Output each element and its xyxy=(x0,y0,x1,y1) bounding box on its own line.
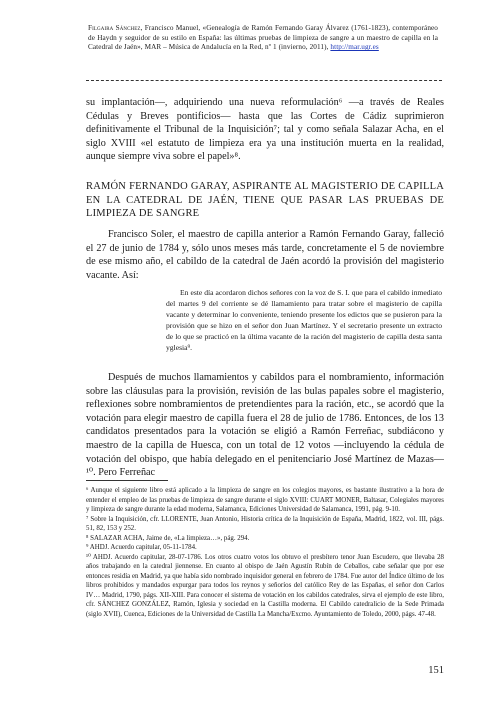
block-quote xyxy=(166,288,442,353)
header-citation: , Francisco Manuel, «Genealogía de Ramón Fernando Garay Álvarez (1761-1823), contemporáneo de Haydn y seguidor de su estilo en España: las últimas pruebas de limpieza de sangre a un maestro de capilla en la Catedral de Jaén», MAR – Música de Andalucía en la Red, nº 1 (invierno, 2011), xyxy=(88,24,438,52)
paragraph-1: su implantación—, adquiriendo una nueva reformulación⁶ —a través de Reales Cédulas y Breves pontificios— hasta que las Cortes de Cádiz suprimieron definitivamente el Tribunal de la Inquisición⁷; tal y como señala Salazar Acha, en el siglo XVIII «el estatuto de limpieza era ya una institución muerta en la realidad, aunque siempre viva sobre el papel»⁸. xyxy=(86,97,444,163)
footnotes xyxy=(86,486,444,619)
page-number: 151 xyxy=(428,665,444,676)
header-author: Filgaira Sánchez xyxy=(88,24,141,32)
paragraph-3: Después de muchos llamamientos y cabildos para el nombramiento, información sobre las cláusulas para la provisión, revisión de las bulas papales sobre el magisterio, reflexiones sobre nombramientos de pretendientes para la ración, etc., se acordó que la votación para elegir maestro de capilla fuera el 28 de julio de 1786. Entonces, de los 13 candidatos presentados para la votación se eligió a Ramón Ferreñac, subdiácono y maestro de la capilla de Huesca, con un total de 12 votos —incluyendo la cédula de votación del obispo, que había delegado en el penitenciario José Martínez de Mazas—¹⁰. Pero Ferreñac xyxy=(86,372,444,479)
block-quote-text: En este día acordaron dichos señores con la voz de S. I. que para el cabildo inmediato del martes 9 del corriente se dé llamamiento para tratar sobre el magisterio de capilla vacante y determinar lo conveniente, teniendo presente los edictos que se pusieron para la provisión que se hizo en el señor don Juan Martínez. Y el secretario presente un extracto de lo que se practicó en la última vacante de la ración del magisterio de capilla desta santa yglesia⁹. xyxy=(166,288,442,352)
header-divider xyxy=(86,80,442,81)
footnote-6: ⁶ Aunque el siguiente libro está aplicado a la limpieza de sangre en los colegios mayores, es bastante ilustrativo a la hora de entender el empleo de las pruebas de limpieza de sangre durante el siglo XVIII: CUART MONER, Baltasar, Colegiales mayores y limpieza de sangre durante la edad moderna, Salamanca, Ediciones Universidad de Salamanca, 1991, pág. 9-10. xyxy=(86,487,444,513)
paragraph-2: Francisco Soler, el maestro de capilla anterior a Ramón Fernando Garay, falleció el 27 de junio de 1784 y, sólo unos meses más tarde, concretamente el 5 de noviembre de ese mismo año, el cabildo de la catedral de Jaén acordó la provisión del magisterio vacante. Así: xyxy=(86,229,444,281)
footnote-7: ⁷ Sobre la Inquisición, cfr. LLORENTE, Juan Antonio, Historia crítica de la Inquisición de España, Madrid, 1822, vol. III, págs. 51, 82, 153 y 252. xyxy=(86,515,444,532)
footnote-8: ⁸ SALAZAR ACHA, Jaime de, «La limpieza…», pág. 294. xyxy=(86,534,250,542)
header-url-link[interactable]: http://mar.ugr.es xyxy=(330,43,379,52)
footnote-9: ⁹ AHDJ. Acuerdo capitular, 05-11-1784. xyxy=(86,544,197,551)
footnote-divider xyxy=(86,480,168,481)
running-header xyxy=(88,24,438,53)
footnote-10: ¹⁰ AHDJ. Acuerdo capitular, 28-07-1786. Los otros cuatro votos los obtuvo el presbítero tenor Juan Escudero, que llevaba 28 años trabajando en la catedral jiennense. En cuanto al obispo de Jaén Agustín Rubín de Ceballos, cabe señalar que por ese entonces residía en Madrid, ya que había sido nombrado inquisidor general en febrero de 1784. Fue autor del Índice último de los libros prohibidos y mandados expurgar para todos los reynos y señoríos del católico Rey de las Españas, el señor don Carlos IV… Madrid, 1790, págs. XII-XIII. Para conocer el sistema de votación en los cabildos catedrales, sirva el ejemplo de este libro, cfr. SÁNCHEZ GONZÁLEZ, Ramón, Iglesia y sociedad en la Castilla moderna. El Cabildo catedralicio de la Sede Primada (siglo XVII), Cuenca, Ediciones de la Universidad de Castilla La Mancha/Excmo. Ayuntamiento de Toledo, 2000, págs. 47-48. xyxy=(86,553,444,618)
section-heading: RAMÓN FERNANDO GARAY, ASPIRANTE AL MAGISTERIO DE CAPILLA EN LA CATEDRAL DE JAÉN, TIENE QUE PASAR LAS PRUEBAS DE LIMPIEZA DE SANGRE xyxy=(86,181,444,220)
